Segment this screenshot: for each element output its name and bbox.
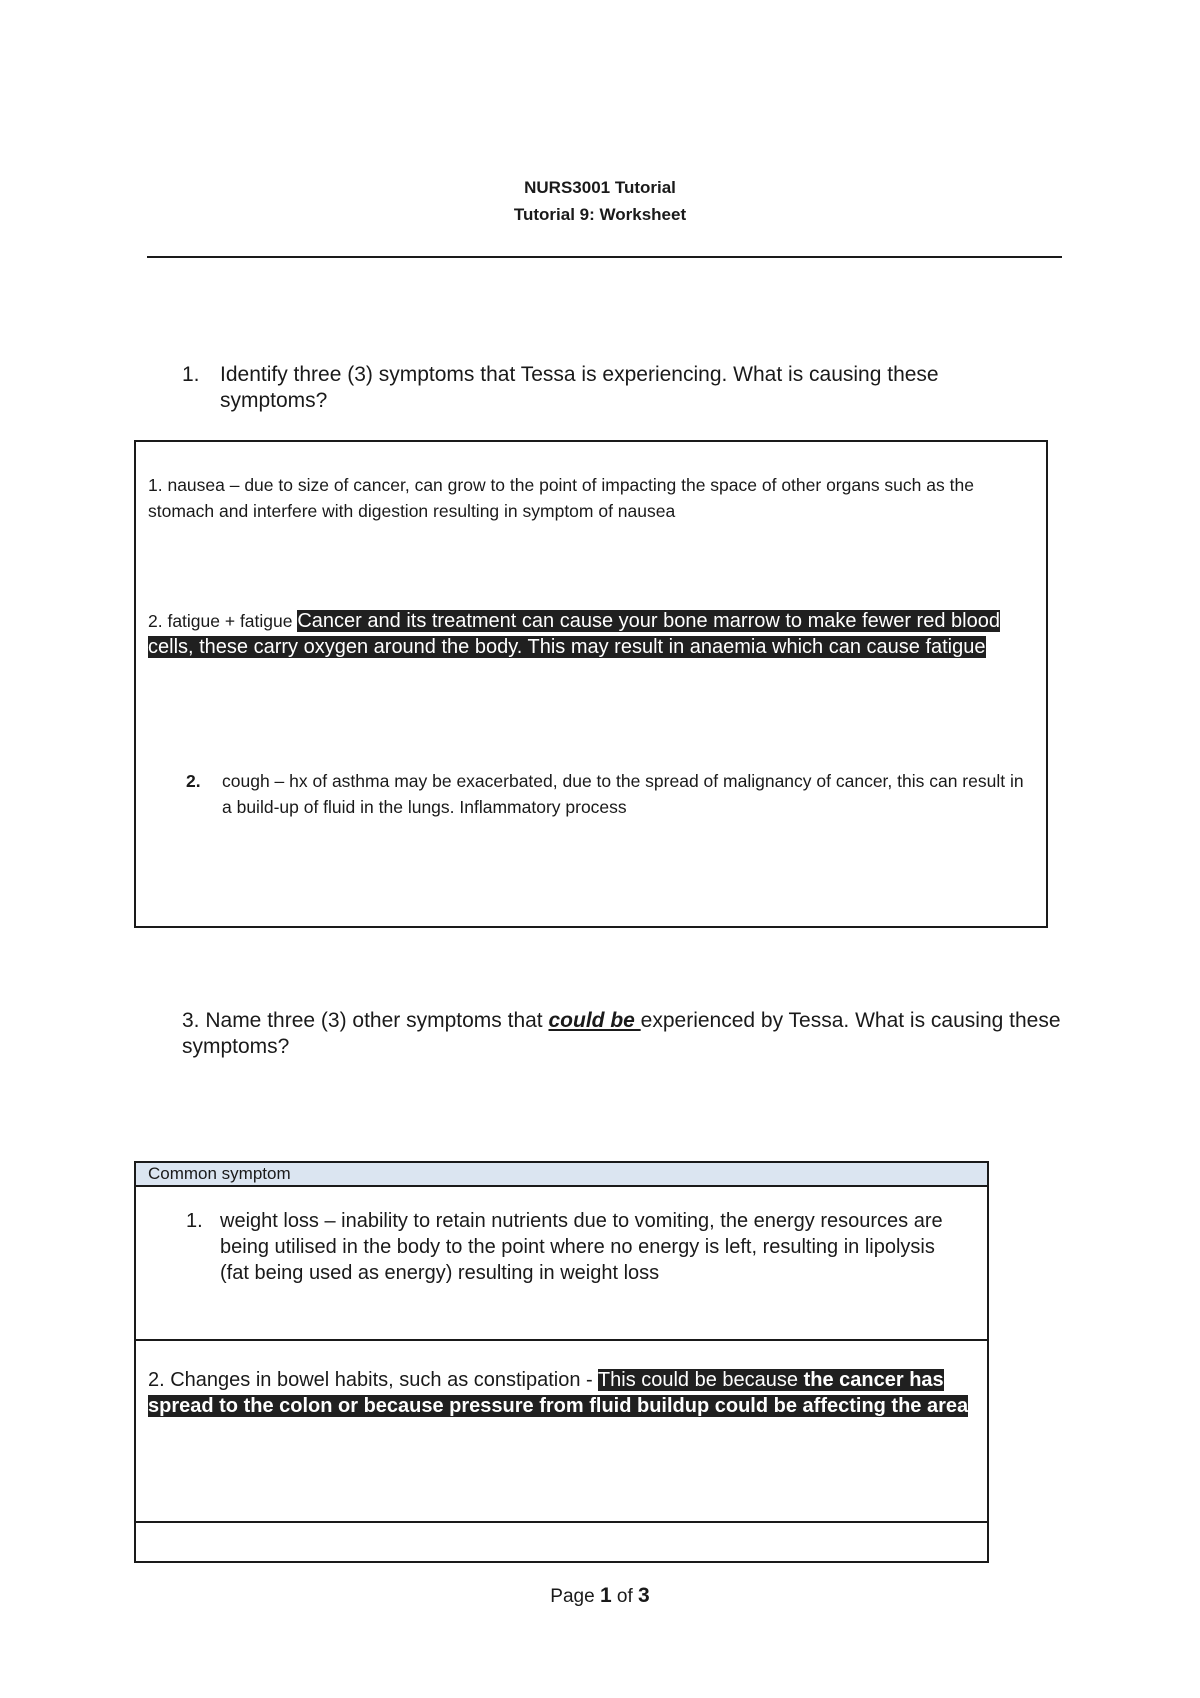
- footer-of-word: of: [611, 1586, 639, 1607]
- answer-fatigue: [148, 608, 1038, 660]
- row-2-plain: 2. Changes in bowel habits, such as constipation -: [148, 1369, 598, 1391]
- answer-nausea: 1. nausea – due to size of cancer, can grow to the point of impacting the space of other organs such as the stomach and interfere with digestion resulting in symptom of nausea: [148, 475, 974, 521]
- symptom-table: [134, 1161, 989, 1563]
- row-2-highlight-bold: the cancer has spread to the colon or because pressure from fluid buildup could be affecting the area: [148, 1369, 969, 1417]
- question-3-before: 3. Name three (3) other symptoms that: [182, 1009, 549, 1032]
- row-2-highlight-plain: This could be because: [597, 1369, 804, 1391]
- row-2-text: [148, 1367, 978, 1419]
- question-3-after: experienced by Tessa. What is causing these symptoms?: [182, 1009, 1061, 1058]
- question-3: [182, 1008, 1062, 1060]
- question-1-text: Identify three (3) symptoms that Tessa is experiencing. What is causing these symptoms?: [220, 363, 939, 412]
- header-divider: [147, 256, 1062, 258]
- table-row-empty: [136, 1523, 987, 1561]
- footer-page-num: 1: [599, 1584, 612, 1607]
- answer-fatigue-highlight: Cancer and its treatment can cause your bone marrow to make fewer red blood cells, these carry oxygen around the body. This may result in anaemia which can cause fatigue: [148, 610, 1000, 658]
- footer-total: 3: [638, 1584, 650, 1607]
- table-row: [136, 1341, 987, 1523]
- footer-page-word: Page: [550, 1586, 600, 1607]
- table-header: Common symptom: [136, 1163, 987, 1187]
- answer-fatigue-label: 2. fatigue + fatigue: [148, 611, 298, 631]
- course-heading: NURS3001 Tutorial: [524, 178, 676, 197]
- row-1-number: 1.: [186, 1210, 203, 1232]
- answer-cough-text: cough – hx of asthma may be exacerbated, due to the spread of malignancy of cancer, this can result in a build-up of fluid in the lungs. Inflammatory process: [222, 771, 1024, 817]
- page-footer: [0, 1584, 1200, 1608]
- worksheet-title: Tutorial 9: Worksheet: [513, 205, 687, 224]
- row-1-text: weight loss – inability to retain nutrients due to vomiting, the energy resources are being utilised in the body to the point where no energy is left, resulting in lipolysis (fat being used as energy) resulting in weight loss: [220, 1210, 943, 1284]
- answer-cough-number: 2.: [186, 771, 201, 791]
- answer-box-1: [134, 440, 1048, 928]
- table-row: [136, 1187, 987, 1341]
- question-3-emphasis: could be: [548, 1009, 641, 1032]
- question-1-number: 1.: [182, 363, 200, 386]
